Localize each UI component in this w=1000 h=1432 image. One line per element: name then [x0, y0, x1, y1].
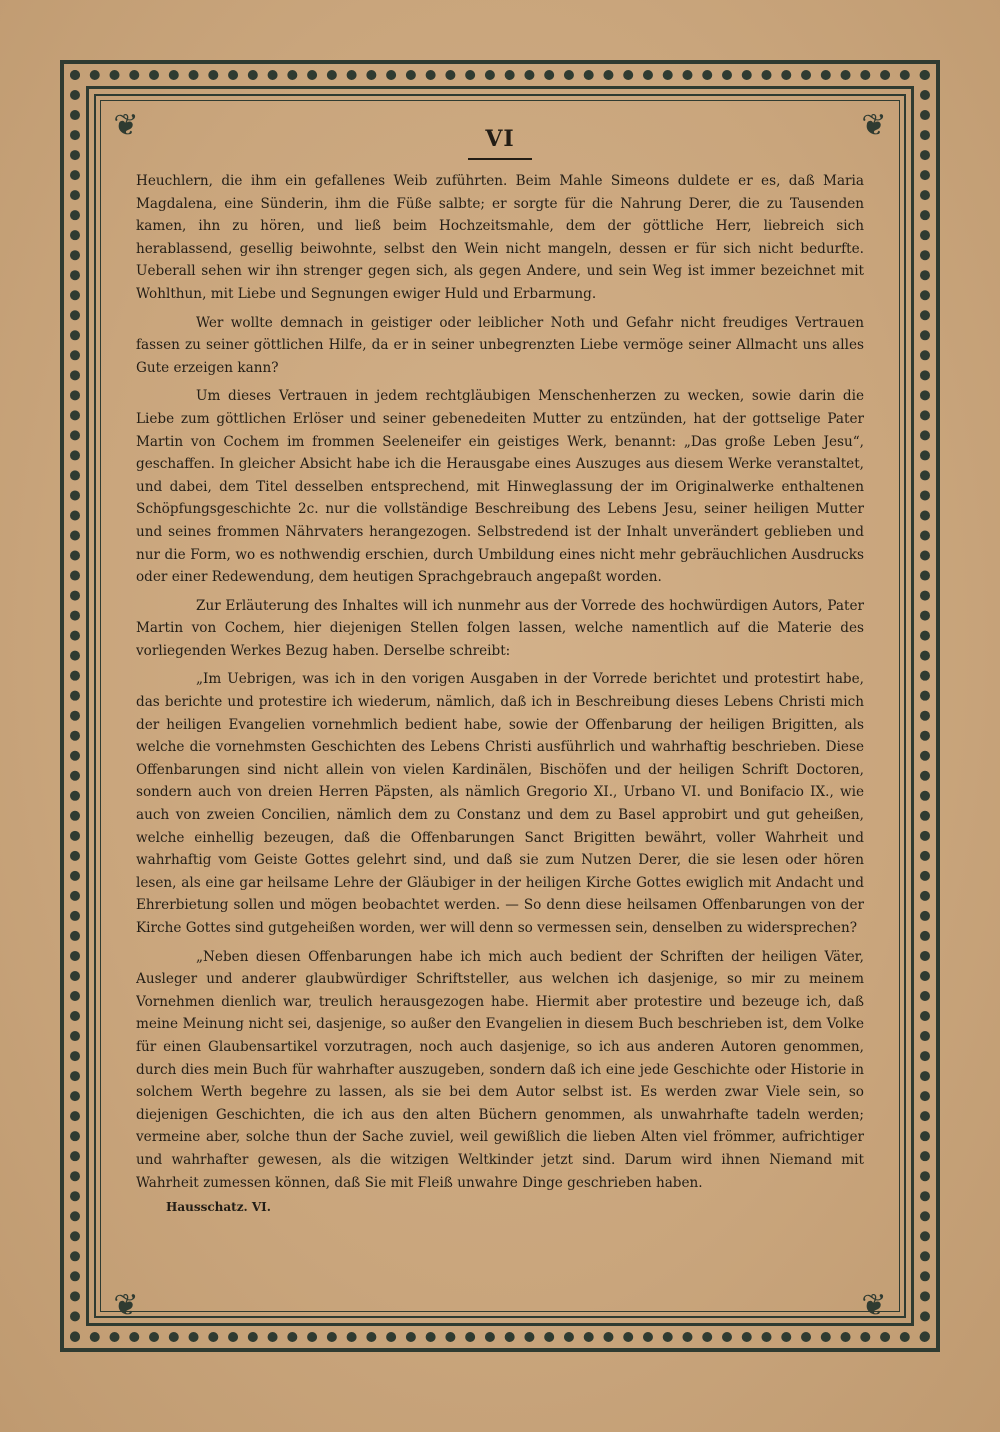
paragraph: Um dieses Vertrauen in jedem rechtgläubigen Menschenherzen zu wecken, sowie darin die Liebe zum göttlichen Erlöser und seiner gebenedeiten Mutter zu entzünden, hat der gottselige Pater Martin von Cochem im frommen Seeleneifer ein geistiges Werk, benannt: „Das große Leben Jesu“, geschaffen. In gleicher Absicht habe ich die Herausgabe eines Auszuges aus diesem Werke veranstaltet, und dabei, dem Titel desselben entsprechend, mit Hinweglassung der im Originalwerke enthaltenen Schöpfungsgeschichte 2c. nur die vollständige Beschreibung des Lebens Jesu, seiner heiligen Mutter und seines frommen Nährvaters herangezogen. Selbstredend ist der Inhalt unverändert geblieben und nur die Form, wo es nothwendig erschien, durch Umbildung eines nicht mehr gebräuchlichen Ausdrucks oder einer Redewendung, dem heutigen Sprachgebrauch angepaßt worden.	[136, 388, 864, 586]
paragraph: „Im Uebrigen, was ich in den vorigen Ausgaben in der Vorrede berichtet und protestirt habe, das berichte und protestire ich wiederum, nämlich, daß ich in Beschreibung dieses Lebens Christi mich der heiligen Evangelien vornehmlich bedient habe, sowie der Offenbarung der heiligen Brigitten, als welche die vornehmsten Geschichten des Lebens Christi ausführlich und wahrhaftig beschrieben. Diese Offenbarungen sind nicht allein von vielen Kardinälen, Bischöfen und der heiligen Schrift Doctoren, sondern auch von dreien Herren Päpsten, als nämlich Gregorio XI., Urbano VI. und Bonifacio IX., wie auch von zweien Concilien, nämlich dem zu Constanz und dem zu Basel approbirt und gut geheißen, welche einhellig bezeugen, daß die Offenbarungen Sanct Brigitten bewährt, voller Wahrheit und wahrhaftig vom Geiste Gottes gelehrt sind, und daß sie zum Nutzen Derer, die sie lesen oder hören lesen, als eine gar heilsame Lehre der Gläubiger in der heiligen Kirche Gottes ewiglich mit Andacht und Ehrerbietung sollen und mögen beobachtet werden. — So denn diese heilsamen Offenbarungen von der Kirche Gottes sind gutgeheißen worden, wer will denn so vermessen sein, denselben zu widersprechen?	[136, 671, 864, 936]
corner-ornament-icon: ❦	[113, 1288, 139, 1323]
corner-ornament-icon: ❦	[113, 108, 139, 143]
paragraph: „Neben diesen Offenbarungen habe ich mich auch bedient der Schriften der heiligen Väter, Ausleger und anderer glaubwürdiger Schriftsteller, aus welchen ich dasjenige, so mir zu meinem Vornehmen dienlich war, treulich herausgezogen habe. Hiermit aber protestire und bezeuge ich, daß meine Meinung nicht sei, dasjenige, so außer den Evangelien in diesem Buch beschrieben ist, dem Volke für einen Glaubensartikel vorzutragen, noch auch dasjenige, so ich aus anderen Autoren genommen, durch dies mein Buch für wahrhafter auszugeben, sondern daß ich eine jede Geschichte oder Historie in solchem Werth begehre zu lassen, als sie bei dem Autor selbst ist. Es werden zwar Viele sein, so diejenigen Geschichten, die ich aus den alten Büchern genommen, als unwahrhafte tadeln werden; vermeine aber, solche thun der Sache zuviel, weil gewißlich die lieben Alten viel frömmer, aufrichtiger und wahrhafter gewesen, als die witzigen Weltkinder jetzt sind. Darum wird ihnen Niemand mit Wahrheit zumessen können, daß Sie mit Fleiß unwahre Dinge geschrieben haben.	[136, 948, 864, 1191]
signature-mark: Hausschatz. VI.	[166, 1200, 271, 1215]
header-rule	[468, 158, 532, 160]
paragraph: Heuchlern, die ihm ein gefallenes Weib zuführten. Beim Mahle Simeons duldete er es, daß Maria Magdalena, eine Sünderin, ihm die Füße salbte; er sorgte für die Nahrung Derer, die zu Tausenden kamen, ihn zu hören, und ließ beim Hochzeitsmahle, dem der göttliche Herr, liebreich sich herablassend, gesellig beiwohnte, selbst den Wein nicht mangeln, dessen er für sich nicht bedurfte. Ueberall sehen wir ihn strenger gegen sich, als gegen Andere, und sein Weg ist immer bezeichnet mit Wohlthun, mit Liebe und Segnungen ewiger Huld und Erbarmung.	[136, 173, 864, 302]
page-number: VI	[485, 126, 515, 152]
paragraph: Wer wollte demnach in geistiger oder leiblicher Noth und Gefahr nicht freudiges Vertrauen fassen zu seiner göttlichen Hilfe, da er in seiner unbegrenzten Liebe vermöge seiner Allmacht uns alles Gute erzeigen kann?	[136, 314, 864, 376]
paragraph: Zur Erläuterung des Inhaltes will ich nunmehr aus der Vorrede des hochwürdigen Autors, Pater Martin von Cochem, hier diejenigen Stellen folgen lassen, welche namentlich auf die Materie des vorliegenden Werkes Bezug haben. Derselbe schreibt:	[136, 597, 864, 659]
corner-ornament-icon: ❦	[861, 1288, 887, 1323]
page-content	[136, 126, 864, 1276]
corner-ornament-icon: ❦	[861, 108, 887, 143]
